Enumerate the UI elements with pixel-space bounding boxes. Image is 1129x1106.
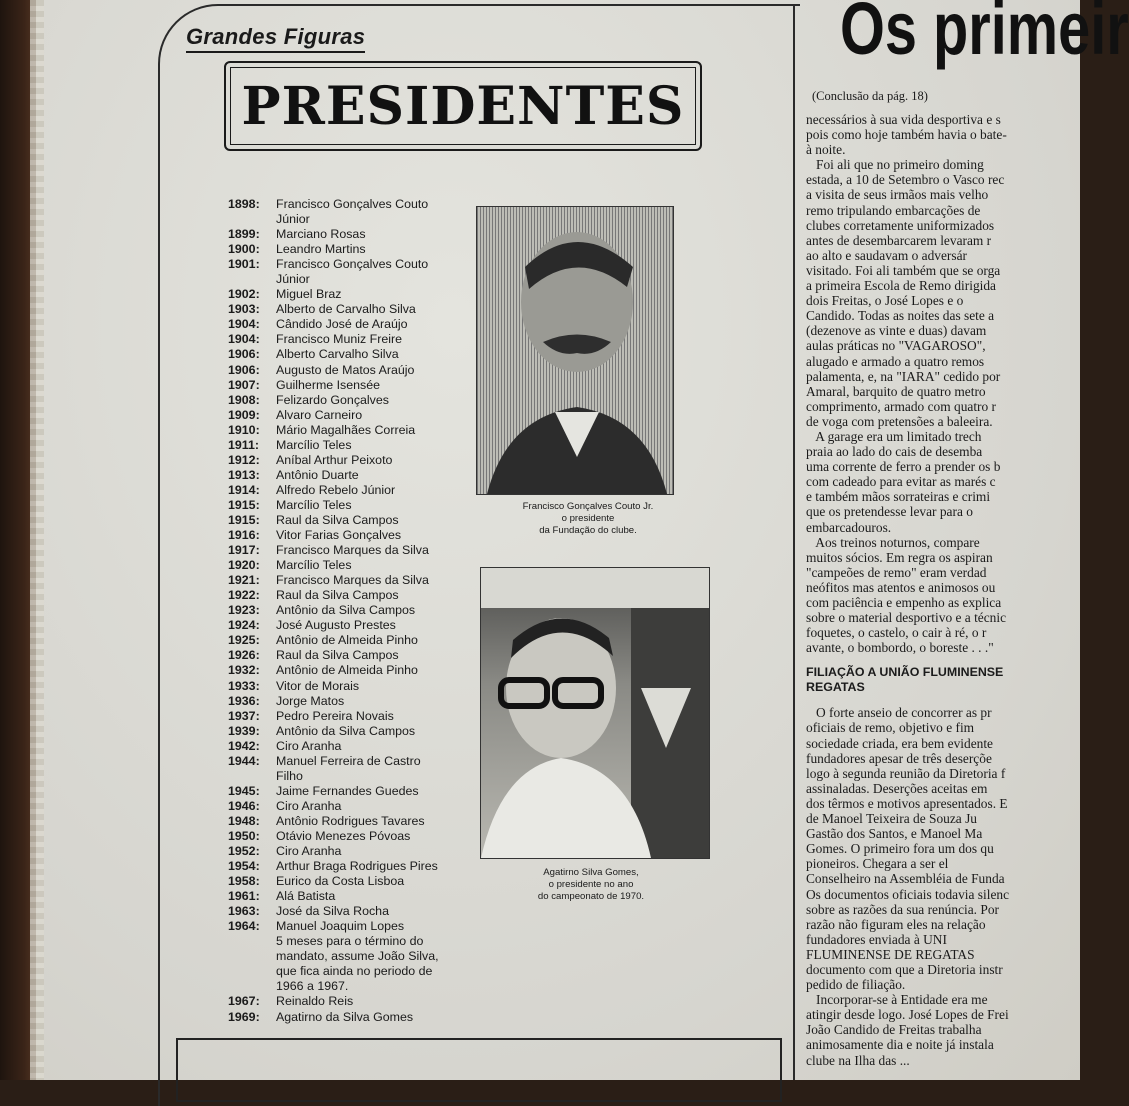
president-entry [228, 799, 468, 814]
president-name: Antônio Rodrigues Tavares [276, 813, 425, 828]
president-year [228, 949, 276, 964]
president-year: 1939: [228, 723, 260, 738]
feature-title: PRESIDENTES [241, 75, 685, 137]
president-entry [228, 558, 468, 573]
president-name: Alvaro Carneiro [276, 407, 363, 422]
president-name: Francisco Gonçalves Couto [276, 197, 429, 211]
president-entry [228, 829, 468, 844]
president-name: Miguel Braz [276, 287, 342, 302]
president-year: 1904: [228, 332, 260, 347]
president-year: 1967: [228, 994, 260, 1009]
portrait-founder-illustration [477, 207, 673, 494]
president-name: Manuel Ferreira de Castro [276, 753, 421, 768]
president-entry [228, 724, 468, 739]
president-name: Alberto de Carvalho Silva [276, 302, 416, 317]
president-name: Alberto Carvalho Silva [276, 347, 399, 362]
article-line: pioneiros. Chegara a ser el [806, 856, 949, 872]
article-line: comprimento, armado com quatro r [806, 398, 997, 414]
portrait-photo-1970-president [480, 567, 710, 859]
president-entry [228, 874, 468, 889]
article-line: documento com que a Diretoria instr [806, 961, 1003, 977]
column-divider [793, 6, 795, 1080]
president-entry [228, 754, 468, 769]
president-entry [228, 588, 468, 603]
president-name: Raul da Silva Campos [276, 512, 399, 527]
caption-line: o presidente [561, 513, 615, 524]
president-entry [228, 498, 468, 513]
president-year: 1915: [228, 512, 260, 527]
article-line: Os documentos oficiais todavia silenc [806, 886, 1010, 902]
president-year: 1932: [228, 663, 260, 678]
title-banner [224, 61, 702, 151]
president-year: 1944: [228, 753, 260, 768]
president-name: Otávio Menezes Póvoas [276, 828, 411, 843]
president-entry [228, 919, 468, 934]
article-line: remo tripulando embarcações de [806, 202, 981, 218]
article-line: com paciência e empenho as explica [806, 595, 1002, 610]
president-entry [228, 528, 468, 543]
president-name: Vitor Farias Gonçalves [276, 528, 402, 543]
president-name: Francisco Marques da Silva [276, 543, 429, 558]
article-line: oficiais de remo, objetivo e fim [806, 720, 975, 736]
president-entry [228, 739, 468, 754]
president-name: Marcílio Teles [276, 497, 352, 512]
president-year [228, 979, 276, 994]
president-entry [228, 378, 468, 393]
president-year: 1926: [228, 648, 260, 663]
president-year: 1901: [228, 257, 260, 272]
president-year: 1924: [228, 618, 260, 633]
article-line: Amaral, barquito de quatro metro [806, 383, 986, 399]
article-line: logo à segunda reunião da Diretoria f [806, 765, 1006, 781]
president-name: Jorge Matos [276, 693, 345, 708]
president-name: Antônio de Almeida Pinho [276, 633, 418, 648]
president-entry [228, 633, 468, 648]
president-entry [228, 363, 468, 378]
article-line: a visita de seus irmãos mais velho [806, 187, 989, 203]
president-name: Jaime Fernandes Guedes [276, 783, 419, 798]
president-name: Francisco Marques da Silva [276, 573, 429, 588]
president-name: Reinaldo Reis [276, 994, 354, 1009]
article-line: Gomes. O primeiro fora um dos qu [806, 841, 994, 857]
president-year: 1906: [228, 362, 260, 377]
president-year: 1969: [228, 1009, 260, 1024]
president-entry [228, 543, 468, 558]
president-name: Francisco Gonçalves Couto [276, 257, 429, 272]
president-entry [228, 694, 468, 709]
president-year: 1936: [228, 693, 260, 708]
article-line: foquetes, o castelo, o cair à ré, o r [806, 625, 987, 641]
president-name: Antônio da Silva Campos [276, 723, 416, 738]
article-line: razão não figuram eles na relação [806, 916, 986, 932]
president-year [228, 964, 276, 979]
president-entry [228, 257, 468, 272]
president-entry [228, 1010, 468, 1025]
article-line: necessários à sua vida desportiva e s [806, 112, 1001, 127]
president-name: José Augusto Prestes [276, 618, 396, 633]
president-year: 1950: [228, 828, 260, 843]
president-name: Alá Batista [276, 889, 336, 904]
president-year: 1904: [228, 317, 260, 332]
caption-line: o presidente no ano [548, 879, 634, 890]
president-entry [228, 453, 468, 468]
article-body [806, 112, 1096, 1068]
president-year: 1961: [228, 889, 260, 904]
president-name: Vitor de Morais [276, 678, 360, 693]
article-line: sobre o material desportivo e a técnic [806, 610, 1007, 626]
president-year: 1911: [228, 437, 260, 452]
president-entry [228, 242, 468, 257]
article-line: sociedade criada, era bem evidente [806, 735, 993, 751]
article-subhead [806, 665, 1096, 695]
article-line: Gastão dos Santos, e Manoel Ma [806, 826, 983, 842]
president-year: 1912: [228, 452, 260, 467]
president-year: 1952: [228, 844, 260, 859]
president-entry [228, 438, 468, 453]
president-entry [228, 769, 468, 784]
caption-line: da Fundação do clube. [539, 525, 637, 536]
president-entry [228, 272, 468, 287]
president-year: 1946: [228, 798, 260, 813]
article-line: Foi ali que no primeiro doming [806, 157, 984, 173]
president-name: Ciro Aranha [276, 844, 342, 859]
president-entry [228, 859, 468, 874]
presidents-list [228, 197, 468, 1025]
article-line: pois como hoje também havia o bate- [806, 127, 1007, 143]
president-entry [228, 287, 468, 302]
president-name: 5 meses para o término do [276, 934, 424, 949]
article-line: sobre as razões da sua renúncia. Por [806, 901, 999, 917]
article-line: fundadores enviada à UNI [806, 931, 947, 947]
president-name: Ciro Aranha [276, 738, 342, 753]
president-name: Ciro Aranha [276, 798, 342, 813]
president-name: Antônio de Almeida Pinho [276, 663, 418, 678]
president-name: Agatirno da Silva Gomes [276, 1009, 414, 1024]
president-name: Marcílio Teles [276, 558, 352, 573]
president-name: Arthur Braga Rodrigues Pires [276, 859, 438, 874]
president-entry [228, 573, 468, 588]
president-entry [228, 513, 468, 528]
president-entry [228, 317, 468, 332]
president-name: Filho [276, 768, 303, 783]
president-year: 1910: [228, 422, 260, 437]
president-name: Alfredo Rebelo Júnior [276, 482, 396, 497]
president-year: 1920: [228, 558, 260, 573]
president-entry [228, 603, 468, 618]
president-year: 1922: [228, 588, 260, 603]
subhead-line: FILIAÇÃO A UNIÃO FLUMINENSE [806, 665, 1004, 680]
president-year: 1898: [228, 197, 260, 211]
article-line: praia ao lado do cais de desemba [806, 444, 983, 460]
article-line: Conselheiro na Assembléia de Funda [806, 871, 1005, 887]
president-year: 1917: [228, 543, 260, 558]
president-entry [228, 423, 468, 438]
article-line: alugado e armado a quatro remos [806, 353, 985, 369]
president-entry [228, 844, 468, 859]
president-entry [228, 408, 468, 423]
president-name: José da Silva Rocha [276, 904, 389, 919]
portrait-1970-illustration [481, 568, 709, 858]
president-year: 1907: [228, 377, 260, 392]
president-name: Marciano Rosas [276, 227, 366, 242]
portrait-photo-founder [476, 206, 674, 495]
article-line: visitado. Foi ali também que se orga [806, 262, 1001, 278]
president-name: Eurico da Costa Lisboa [276, 874, 405, 889]
president-name: Francisco Muniz Freire [276, 332, 402, 347]
section-kicker: Grandes Figuras [186, 24, 365, 53]
president-year [228, 769, 276, 784]
torn-paper-edge [30, 0, 44, 1080]
president-entry [228, 197, 468, 212]
president-name: Felizardo Gonçalves [276, 392, 389, 407]
president-entry [228, 934, 468, 949]
article-line: e também mãos sorrateiras e crimi [806, 489, 991, 505]
article-line: que os pretendesse levar para o [806, 504, 973, 520]
president-entry [228, 964, 468, 979]
article-line: com cadeado para evitar as marés c [806, 474, 996, 490]
article-text-part-2 [806, 705, 1096, 1067]
article-line: "campeões de remo" eram verdad [806, 564, 987, 580]
president-year: 1913: [228, 467, 260, 482]
president-name: Leandro Martins [276, 242, 366, 257]
president-name: Mário Magalhães Correia [276, 422, 416, 437]
president-year: 1916: [228, 528, 260, 543]
article-line: ao alto e saudavam o adversár [806, 247, 967, 263]
president-1970-caption [486, 867, 696, 903]
article-line: (dezenove as vinte e duas) davam [806, 323, 987, 339]
president-name: Antônio da Silva Campos [276, 603, 416, 618]
president-entry [228, 994, 468, 1009]
founder-photo-caption [478, 501, 698, 537]
president-entry [228, 393, 468, 408]
president-year: 1906: [228, 347, 260, 362]
president-year [228, 934, 276, 949]
president-entry [228, 648, 468, 663]
president-name: 1966 a 1967. [276, 979, 349, 994]
president-entry [228, 889, 468, 904]
article-line: aulas práticas no "VAGAROSO", [806, 338, 986, 354]
continuation-note: (Conclusão da pág. 18) [812, 89, 928, 103]
president-year: 1914: [228, 482, 260, 497]
president-name: Raul da Silva Campos [276, 588, 399, 603]
article-line: de Manoel Teixeira de Souza Ju [806, 811, 977, 827]
president-year: 1937: [228, 708, 260, 723]
president-name: Marcílio Teles [276, 437, 352, 452]
article-line: animosamente dia e noite já instala [806, 1037, 994, 1053]
article-line: palamenta, e, na "IARA" cedido por [806, 368, 1001, 384]
caption-line: do campeonato de 1970. [537, 891, 645, 902]
subhead-line: REGATAS [806, 680, 865, 695]
article-line: dois Freitas, o José Lopes e o [806, 293, 964, 309]
article-line: atingir desde logo. José Lopes de Frei [806, 1007, 1009, 1023]
article-line: João Candido de Freitas trabalha [806, 1022, 982, 1038]
president-entry [228, 784, 468, 799]
president-year: 1909: [228, 407, 260, 422]
president-year: 1900: [228, 242, 260, 257]
president-name: mandato, assume João Silva, [276, 949, 439, 964]
president-year: 1954: [228, 859, 260, 874]
article-headline: Os primeir [840, 0, 1129, 70]
article-line: O forte anseio de concorrer as pr [806, 705, 992, 721]
president-name: Antônio Duarte [276, 467, 359, 482]
president-entry [228, 663, 468, 678]
president-year: 1923: [228, 603, 260, 618]
article-line: assinaladas. Deserções aceitas em [806, 780, 988, 796]
president-name: Cândido José de Araújo [276, 317, 408, 332]
president-name: Raul da Silva Campos [276, 648, 399, 663]
president-entry [228, 227, 468, 242]
article-text-part-1 [806, 112, 1096, 655]
president-entry [228, 483, 468, 498]
article-line: pedido de filiação. [806, 977, 906, 993]
article-line: Incorporar-se à Entidade era me [806, 992, 988, 1008]
president-year: 1948: [228, 813, 260, 828]
article-line: estada, a 10 de Setembro o Vasco rec [806, 172, 1005, 188]
president-year: 1933: [228, 678, 260, 693]
president-entry [228, 904, 468, 919]
president-year: 1945: [228, 783, 260, 798]
president-entry [228, 979, 468, 994]
president-year: 1902: [228, 287, 260, 302]
president-year: 1942: [228, 738, 260, 753]
president-name: Guilherme Isensée [276, 377, 380, 392]
president-year [228, 212, 276, 227]
president-year: 1925: [228, 633, 260, 648]
president-year: 1921: [228, 573, 260, 588]
article-line: neófitos mas atentos e animosos ou [806, 579, 996, 595]
president-year: 1963: [228, 904, 260, 919]
article-line: à noite. [806, 142, 846, 158]
article-line: uma corrente de ferro a prender os b [806, 459, 1001, 475]
president-name: Augusto de Matos Araújo [276, 362, 415, 377]
article-line: avante, o bombordo, o boreste . . ." [806, 640, 994, 656]
president-entry [228, 212, 468, 227]
president-name: Júnior [276, 272, 310, 287]
president-entry [228, 709, 468, 724]
president-year: 1915: [228, 497, 260, 512]
article-line: antes de desembarcarem levaram r [806, 232, 992, 248]
president-entry [228, 618, 468, 633]
president-year [228, 272, 276, 287]
president-name: Pedro Pereira Novais [276, 708, 394, 723]
caption-line: Francisco Gonçalves Couto Jr. [522, 501, 654, 512]
article-line: muitos sócios. Em regra os aspiran [806, 549, 993, 565]
president-year: 1964: [228, 919, 260, 934]
president-year: 1899: [228, 227, 260, 242]
bottom-frame-box [176, 1038, 782, 1102]
president-entry [228, 347, 468, 362]
article-line: dos têrmos e motivos apresentados. E [806, 795, 1008, 811]
president-name: Manuel Joaquim Lopes [276, 919, 405, 934]
president-entry [228, 814, 468, 829]
president-entry [228, 332, 468, 347]
article-line: A garage era um limitado trech [806, 428, 982, 444]
president-entry [228, 679, 468, 694]
president-year: 1903: [228, 302, 260, 317]
article-line: FLUMINENSE DE REGATAS [806, 946, 975, 962]
article-line: fundadores apesar de três deserçõe [806, 750, 992, 766]
article-line: a primeira Escola de Remo dirigida [806, 278, 997, 294]
president-year: 1958: [228, 874, 260, 889]
president-entry [228, 468, 468, 483]
article-line: clubes corretamente uniformizados [806, 217, 995, 233]
president-name: que fica ainda no periodo de [276, 964, 433, 979]
article-line: de voga com pretensões a baleeira. [806, 413, 993, 429]
article-line: Candido. Todas as noites das sete a [806, 308, 995, 324]
president-year: 1908: [228, 392, 260, 407]
article-line: Aos treinos noturnos, compare [806, 534, 980, 550]
president-name: Júnior [276, 212, 310, 227]
president-name: Aníbal Arthur Peixoto [276, 452, 393, 467]
president-entry [228, 302, 468, 317]
caption-line: Agatirno Silva Gomes, [543, 867, 639, 878]
article-line: embarcadouros. [806, 519, 892, 535]
president-entry [228, 949, 468, 964]
article-line: clube na Ilha das ... [806, 1052, 910, 1068]
